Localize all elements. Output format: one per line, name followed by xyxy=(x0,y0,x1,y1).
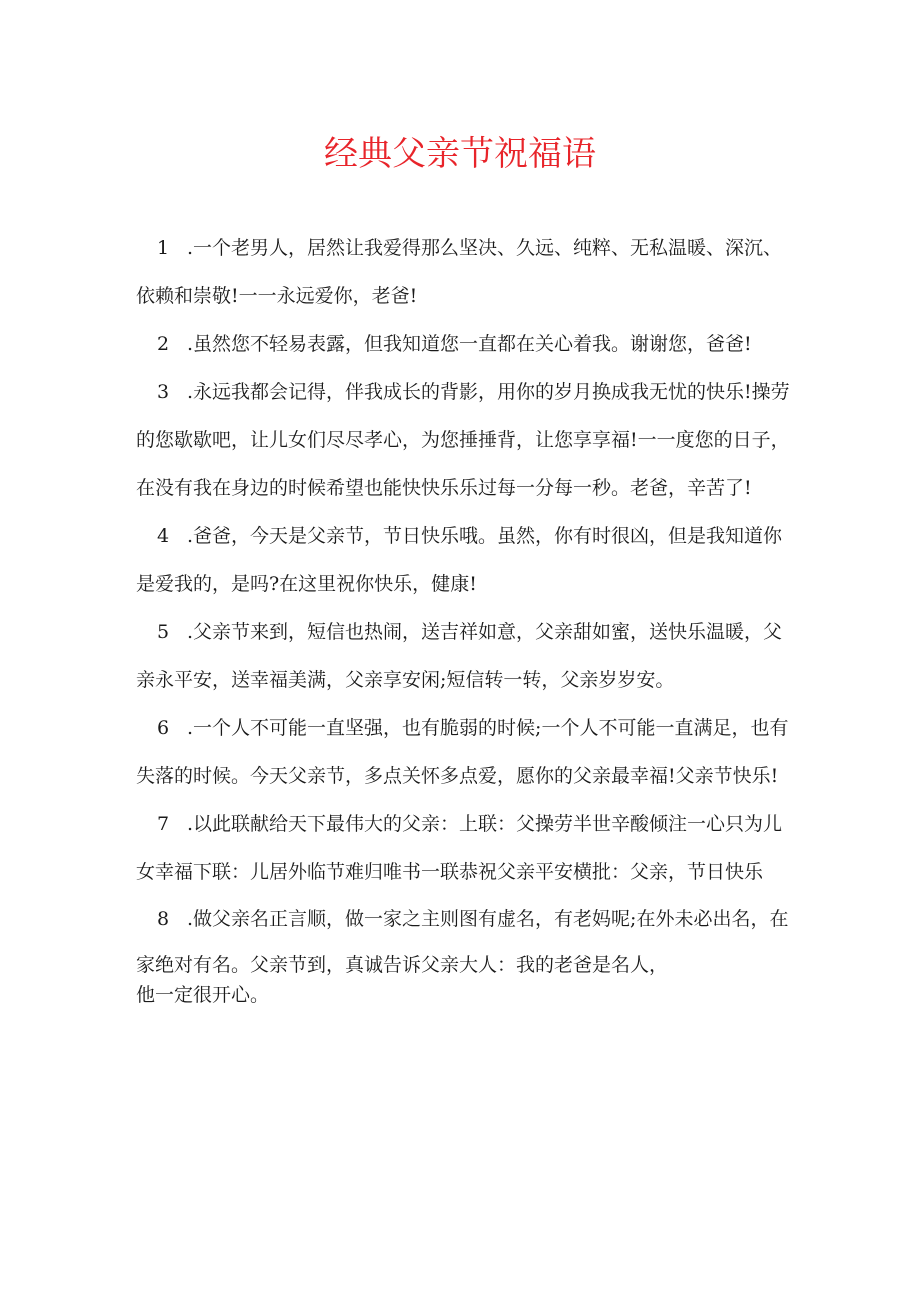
item-number: 6 xyxy=(157,717,170,739)
item-number: 1 xyxy=(157,237,170,259)
item-text-tail: 他一定很开心。 xyxy=(136,984,270,1006)
item-text: .一个人不可能一直坚强，也有脆弱的时候;一个人不可能一直满足，也有失落的时候。今天父亲节，多点关怀多点爱，愿你的父亲最幸福!父亲节快乐! xyxy=(136,717,789,787)
item-text: .永远我都会记得，伴我成长的背影，用你的岁月换成我无忧的快乐!操劳的您歇歇吧，让儿女们尽尽孝心，为您捶捶背，让您享享福!一一度您的日子，在没有我在身边的时候希望也能快快乐乐过每一分每一秒。老爸，辛苦了! xyxy=(136,381,790,499)
item-number: 4 xyxy=(157,525,170,547)
list-item xyxy=(136,368,796,512)
list-item xyxy=(136,608,796,704)
item-number: 8 xyxy=(157,908,170,930)
item-text: .虽然您不轻易表露，但我知道您一直都在关心着我。谢谢您，爸爸! xyxy=(187,333,752,355)
list-item xyxy=(136,896,796,1010)
document-body xyxy=(136,224,796,1010)
item-text: .父亲节来到，短信也热闹，送吉祥如意，父亲甜如蜜，送快乐温暖，父亲永平安，送幸福美满，父亲享安闲;短信转一转，父亲岁岁安。 xyxy=(136,621,783,691)
item-number: 2 xyxy=(157,333,170,355)
item-number: 3 xyxy=(157,381,170,403)
item-text: .以此联献给天下最伟大的父亲：上联：父操劳半世辛酸倾注一心只为儿女幸福下联：儿居外临节难归唯书一联恭祝父亲平安横批：父亲，节日快乐 xyxy=(136,813,783,883)
list-item xyxy=(136,512,796,608)
list-item xyxy=(136,704,796,800)
item-number: 5 xyxy=(157,621,170,643)
item-number: 7 xyxy=(157,813,170,835)
list-item xyxy=(136,800,796,896)
item-text: .爸爸，今天是父亲节，节日快乐哦。虽然，你有时很凶，但是我知道你是爱我的，是吗?在这里祝你快乐，健康! xyxy=(136,525,783,595)
item-text: .做父亲名正言顺，做一家之主则图有虚名，有老妈呢;在外未必出名，在家绝对有名。父亲节到，真诚告诉父亲大人：我的老爸是名人， xyxy=(136,908,789,976)
document-title: 经典父亲节祝福语 xyxy=(324,134,596,174)
list-item xyxy=(136,224,796,320)
item-text: .一个老男人，居然让我爱得那么坚决、久远、纯粹、无私温暖、深沉、依赖和崇敬!一一永远爱你，老爸! xyxy=(136,237,783,307)
list-item xyxy=(136,320,796,368)
